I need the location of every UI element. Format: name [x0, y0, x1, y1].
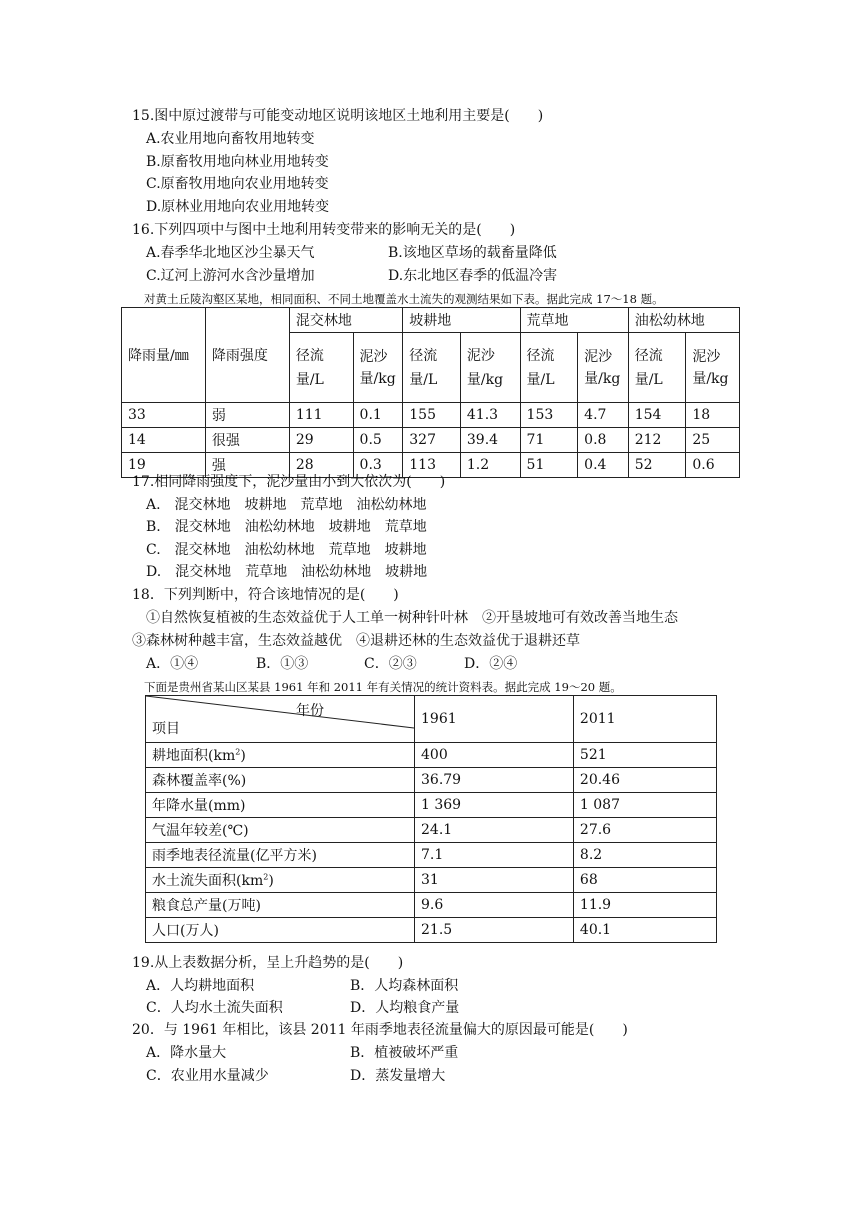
- header-pine-forest: 油松幼林地: [628, 308, 739, 333]
- cell: 4.7: [578, 403, 629, 428]
- row-label: 森林覆盖率(%): [146, 768, 415, 793]
- cell: 14: [122, 428, 206, 453]
- question-17-stem: 17.相同降雨强度下，泥沙量由小到大依次为( ): [132, 474, 446, 490]
- q19-option-b: B．人均森林面积: [350, 978, 459, 994]
- cell: 154: [628, 403, 686, 428]
- q16-option-d: D.东北地区春季的低温冷害: [388, 268, 558, 284]
- question-15-stem: 15.图中原过渡带与可能变动地区说明该地区土地利用主要是( ): [132, 108, 544, 124]
- q16-option-c: C.辽河上游河水含沙量增加: [146, 268, 315, 284]
- cell: 很强: [205, 428, 289, 453]
- row-label: [146, 868, 415, 893]
- cell: 27.6: [573, 818, 716, 843]
- subheader-sediment: 泥沙量/kg: [578, 333, 629, 403]
- question-16-stem: 16.下列四项中与图中土地利用转变带来的影响无关的是( ): [132, 222, 516, 238]
- q19-option-c: C．人均水土流失面积: [146, 1000, 283, 1016]
- cell: 25: [686, 428, 740, 453]
- cell: 40.1: [573, 918, 716, 943]
- subheader-runoff: 径流量/L: [289, 333, 353, 403]
- subheader-sediment: 泥沙量/kg: [686, 333, 740, 403]
- diagonal-line: [146, 696, 414, 742]
- cell: 20.46: [573, 768, 716, 793]
- cell: 52: [628, 453, 686, 478]
- superscript: 2: [235, 747, 241, 757]
- cell: 68: [573, 868, 716, 893]
- cell: 113: [403, 453, 461, 478]
- cell: 1 369: [415, 793, 574, 818]
- header-year: 年份: [296, 703, 324, 719]
- q19-option-d: D．人均粮食产量: [350, 1000, 460, 1016]
- header-intensity: 降雨强度: [205, 308, 289, 403]
- row-label-text: 耕地面积(km: [152, 748, 236, 764]
- header-grassland: 荒草地: [520, 308, 628, 333]
- cell: 521: [573, 743, 716, 768]
- q15-option-a: A.农业用地向畜牧用地转变: [146, 131, 315, 147]
- superscript: 2: [263, 872, 269, 882]
- table-row: [146, 868, 717, 893]
- q19-option-a: A．人均耕地面积: [146, 978, 255, 994]
- table-row: [146, 918, 717, 943]
- cell: 41.3: [460, 403, 520, 428]
- cell: 71: [520, 428, 578, 453]
- row-label-text: 水土流失面积(km: [152, 873, 264, 889]
- soil-erosion-table: [121, 307, 740, 478]
- row-label: [146, 743, 415, 768]
- q20-option-a: A．降水量大: [146, 1045, 227, 1061]
- cell: 51: [520, 453, 578, 478]
- cell: 9.6: [415, 893, 574, 918]
- header-mixed-forest: 混交林地: [289, 308, 402, 333]
- cell: 36.79: [415, 768, 574, 793]
- cell: 400: [415, 743, 574, 768]
- cell: 1.2: [460, 453, 520, 478]
- cell: 33: [122, 403, 206, 428]
- cell: 24.1: [415, 818, 574, 843]
- header-rainfall: 降雨量/㎜: [122, 308, 206, 403]
- q15-option-c: C.原畜牧用地向农业用地转变: [146, 176, 329, 192]
- cell: 0.5: [353, 428, 403, 453]
- cell: 强: [205, 453, 289, 478]
- header-item: 项目: [152, 721, 180, 737]
- cell: 0.1: [353, 403, 403, 428]
- q18-statements-line1: ①自然恢复植被的生态效益优于人工单一树种针叶林 ②开垦坡地可有效改善当地生态: [146, 610, 678, 626]
- row-label: 气温年较差(℃): [146, 818, 415, 843]
- q17-option-b: B. 混交林地 油松幼林地 坡耕地 荒草地: [146, 519, 427, 535]
- q15-option-b: B.原畜牧用地向林业用地转变: [146, 154, 329, 170]
- header-slope-farmland: 坡耕地: [403, 308, 520, 333]
- cell: 29: [289, 428, 353, 453]
- question-19-stem: 19.从上表数据分析，呈上升趋势的是( ): [132, 955, 404, 971]
- q18-option-c: C．②③: [364, 656, 417, 672]
- table-row: [146, 793, 717, 818]
- table2-intro: 下面是贵州省某山区某县 1961 年和 2011 年有关情况的统计资料表。据此完成 19～20 题。: [144, 680, 622, 694]
- diagonal-header-cell: [146, 696, 415, 743]
- q18-option-d: D．②④: [464, 656, 518, 672]
- cell: 327: [403, 428, 461, 453]
- subheader-sediment: 泥沙量/kg: [460, 333, 520, 403]
- subheader-runoff: 径流量/L: [628, 333, 686, 403]
- cell: 0.3: [353, 453, 403, 478]
- cell: 11.9: [573, 893, 716, 918]
- table1-intro: 对黄土丘陵沟壑区某地，相同面积、不同土地覆盖水土流失的观测结果如下表。据此完成 17～18 题。: [144, 292, 664, 306]
- subheader-runoff: 径流量/L: [520, 333, 578, 403]
- q20-option-b: B．植被破坏严重: [350, 1045, 459, 1061]
- q20-option-d: D．蒸发量增大: [350, 1068, 446, 1084]
- row-label: 粮食总产量(万吨): [146, 893, 415, 918]
- table-row: [122, 403, 740, 428]
- table-row: [146, 818, 717, 843]
- row-label-tail: ): [240, 748, 246, 764]
- cell: 155: [403, 403, 461, 428]
- q20-option-c: C．农业用水量减少: [146, 1068, 269, 1084]
- cell: 212: [628, 428, 686, 453]
- table-row: [146, 768, 717, 793]
- cell: 0.4: [578, 453, 629, 478]
- q17-option-c: C. 混交林地 油松幼林地 荒草地 坡耕地: [146, 542, 427, 558]
- cell: 28: [289, 453, 353, 478]
- cell: 1 087: [573, 793, 716, 818]
- table-row: [146, 743, 717, 768]
- cell: 7.1: [415, 843, 574, 868]
- q18-option-a: A．①④: [146, 656, 199, 672]
- q18-option-b: B．①③: [256, 656, 309, 672]
- cell: 31: [415, 868, 574, 893]
- table-row: [146, 843, 717, 868]
- header-2011: 2011: [573, 696, 716, 743]
- q16-option-b: B.该地区草场的载畜量降低: [388, 245, 557, 261]
- q16-option-a: A.春季华北地区沙尘暴天气: [146, 245, 315, 261]
- cell: 0.8: [578, 428, 629, 453]
- row-label: 雨季地表径流量(亿平方米): [146, 843, 415, 868]
- q15-option-d: D.原林业用地向农业用地转变: [146, 199, 330, 215]
- q17-option-a: A. 混交林地 坡耕地 荒草地 油松幼林地: [146, 497, 427, 513]
- q18-statements-line2: ③森林树种越丰富，生态效益越优 ④退耕还林的生态效益优于退耕还草: [132, 633, 580, 649]
- county-statistics-table: [145, 695, 717, 943]
- subheader-sediment: 泥沙量/kg: [353, 333, 403, 403]
- cell: 0.6: [686, 453, 740, 478]
- row-label: 人口(万人): [146, 918, 415, 943]
- cell: 弱: [205, 403, 289, 428]
- row-label: 年降水量(mm): [146, 793, 415, 818]
- table-row: [122, 428, 740, 453]
- subheader-runoff: 径流量/L: [403, 333, 461, 403]
- row-label-tail: ): [268, 873, 274, 889]
- cell: 21.5: [415, 918, 574, 943]
- question-20-stem: 20．与 1961 年相比，该县 2011 年雨季地表径流量偏大的原因最可能是( ): [132, 1022, 628, 1038]
- header-1961: 1961: [415, 696, 574, 743]
- cell: 153: [520, 403, 578, 428]
- table-row: [146, 893, 717, 918]
- question-18-stem: 18．下列判断中，符合该地情况的是( ): [132, 587, 399, 603]
- q17-option-d: D. 混交林地 荒草地 油松幼林地 坡耕地: [146, 564, 428, 580]
- cell: 18: [686, 403, 740, 428]
- cell: 39.4: [460, 428, 520, 453]
- cell: 111: [289, 403, 353, 428]
- cell: 19: [122, 453, 206, 478]
- cell: 8.2: [573, 843, 716, 868]
